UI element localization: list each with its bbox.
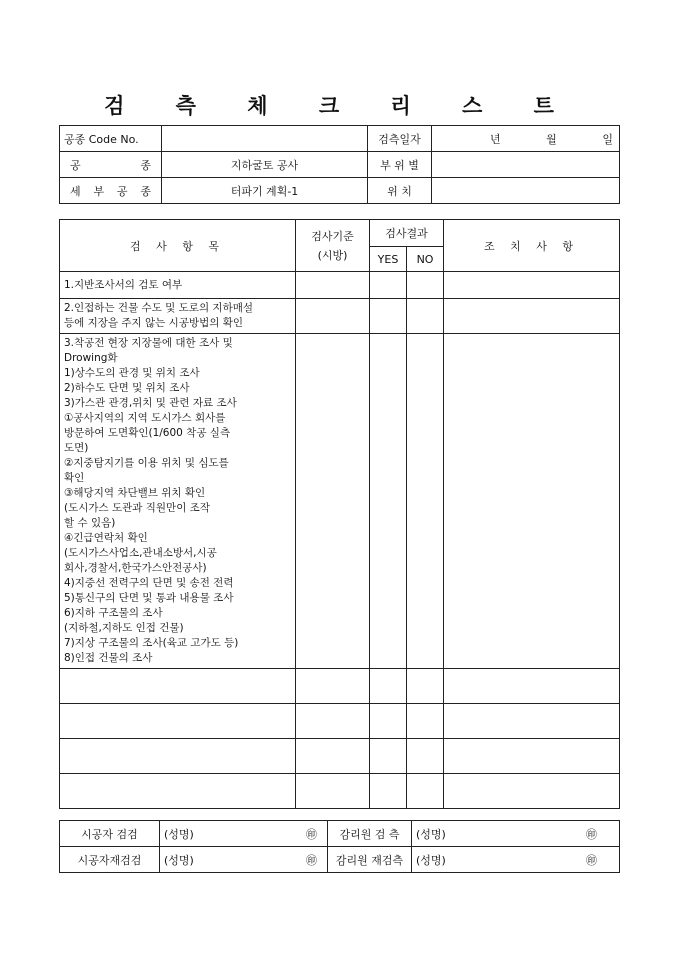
info-table: [59, 125, 620, 204]
action-cell[interactable]: [444, 704, 620, 739]
supervisor-check-label: 감리원 검 측: [328, 821, 412, 847]
checklist-table: [59, 219, 620, 809]
seal-icon: ㊞: [306, 853, 317, 867]
table-row: [60, 704, 620, 739]
work-type-field[interactable]: 지하굴토 공사: [162, 152, 368, 178]
yes-cell[interactable]: [370, 704, 407, 739]
contractor-recheck-field[interactable]: [160, 847, 328, 873]
header-standard-sub: (시방): [317, 249, 348, 262]
month-label: 월: [546, 132, 557, 146]
position-label: 위 치: [368, 178, 432, 204]
table-row: [60, 299, 620, 334]
yes-cell[interactable]: [370, 774, 407, 809]
action-cell[interactable]: [444, 299, 620, 334]
location-label: 부 위 별: [368, 152, 432, 178]
table-row: [60, 334, 620, 669]
seal-icon: ㊞: [586, 827, 597, 841]
detail-work-field[interactable]: 터파기 계획-1: [162, 178, 368, 204]
no-cell[interactable]: [407, 704, 444, 739]
yes-cell[interactable]: [370, 669, 407, 704]
standard-cell[interactable]: [296, 774, 370, 809]
empty-item-cell[interactable]: [60, 739, 296, 774]
seal-icon: ㊞: [586, 853, 597, 867]
info-row-detail: [60, 178, 620, 204]
checklist-item-2: 2.인접하는 건물 수도 및 도로의 지하매설 등에 지장을 주지 않는 시공방법의 확인: [60, 299, 296, 334]
action-cell[interactable]: [444, 272, 620, 299]
detail-work-label: 세 부 공 종: [60, 178, 162, 204]
standard-cell[interactable]: [296, 334, 370, 669]
header-action: 조 치 사 항: [444, 220, 620, 272]
yes-cell[interactable]: [370, 739, 407, 774]
header-result: 검사결과: [370, 220, 444, 247]
name-placeholder: (성명): [416, 827, 446, 841]
table-row: [60, 669, 620, 704]
signature-table: [59, 820, 620, 873]
name-placeholder: (성명): [164, 853, 194, 867]
supervisor-recheck-label: 감리원 재검측: [328, 847, 412, 873]
table-row: [60, 739, 620, 774]
table-row: [60, 272, 620, 299]
empty-item-cell[interactable]: [60, 669, 296, 704]
checklist-item-3: 3.착공전 현장 지장물에 대한 조사 및 Drowing화 1)상수도의 관경 및 위치 조사 2)하수도 단면 및 위치 조사 3)가스관 관경,위치 및 관련 자료 조사 ①공사지역의 지역 도시가스 회사를 방문하여 도면확인(1/600 착공 실측 도면) ②지중탐지기를 이용 위치 및 심도를 확인 ③해당지역 차단밸브 위치 확인 (도시가스 도관과 직원만이 조작 할 수 있음) ④긴급연락처 확인 (도시가스사업소,관내소방서,시공 회사,경찰서,한국가스안전공사) 4)지중선 전력구의 단면 및 송전 전력 5)통신구의 단면 및 통과 내용물 조사 6)지하 구조물의 조사 (지하철,지하도 인접 건물) 7)지상 구조물의 조사(육교 고가도 등) 8)인접 건물의 조사: [60, 334, 296, 669]
supervisor-recheck-field[interactable]: [412, 847, 620, 873]
contractor-recheck-label: 시공자재검검: [60, 847, 160, 873]
signature-row-check: [60, 821, 620, 847]
page-title: 검 측 체 크 리 스 트: [104, 93, 576, 118]
no-cell[interactable]: [407, 299, 444, 334]
info-row-work: [60, 152, 620, 178]
work-code-field[interactable]: [162, 126, 368, 152]
contractor-check-label: 시공자 검검: [60, 821, 160, 847]
no-cell[interactable]: [407, 774, 444, 809]
no-cell[interactable]: [407, 272, 444, 299]
empty-item-cell[interactable]: [60, 774, 296, 809]
inspection-date-label: 검측일자: [368, 126, 432, 152]
checklist-header-row: [60, 220, 620, 247]
inspection-date-field[interactable]: [432, 126, 620, 152]
contractor-check-field[interactable]: [160, 821, 328, 847]
day-label: 일: [602, 132, 613, 146]
yes-cell[interactable]: [370, 334, 407, 669]
no-cell[interactable]: [407, 739, 444, 774]
name-placeholder: (성명): [416, 853, 446, 867]
checklist-item-1: 1.지반조사서의 검토 여부: [60, 272, 296, 299]
standard-cell[interactable]: [296, 704, 370, 739]
work-code-label: 공종 Code No.: [60, 126, 162, 152]
empty-item-cell[interactable]: [60, 704, 296, 739]
action-cell[interactable]: [444, 774, 620, 809]
supervisor-check-field[interactable]: [412, 821, 620, 847]
work-type-label: 공 종: [60, 152, 162, 178]
signature-row-recheck: [60, 847, 620, 873]
header-no: NO: [407, 247, 444, 272]
header-standard: [296, 220, 370, 272]
location-field[interactable]: [432, 152, 620, 178]
no-cell[interactable]: [407, 669, 444, 704]
standard-cell[interactable]: [296, 669, 370, 704]
standard-cell[interactable]: [296, 739, 370, 774]
year-label: 년: [490, 132, 501, 146]
table-row: [60, 774, 620, 809]
header-yes: YES: [370, 247, 407, 272]
yes-cell[interactable]: [370, 272, 407, 299]
action-cell[interactable]: [444, 669, 620, 704]
action-cell[interactable]: [444, 334, 620, 669]
no-cell[interactable]: [407, 334, 444, 669]
standard-cell[interactable]: [296, 272, 370, 299]
seal-icon: ㊞: [306, 827, 317, 841]
action-cell[interactable]: [444, 739, 620, 774]
yes-cell[interactable]: [370, 299, 407, 334]
info-row-code: [60, 126, 620, 152]
name-placeholder: (성명): [164, 827, 194, 841]
standard-cell[interactable]: [296, 299, 370, 334]
position-field[interactable]: [432, 178, 620, 204]
header-standard-label: 검사기준: [311, 230, 354, 243]
header-item: 검 사 항 목: [60, 220, 296, 272]
